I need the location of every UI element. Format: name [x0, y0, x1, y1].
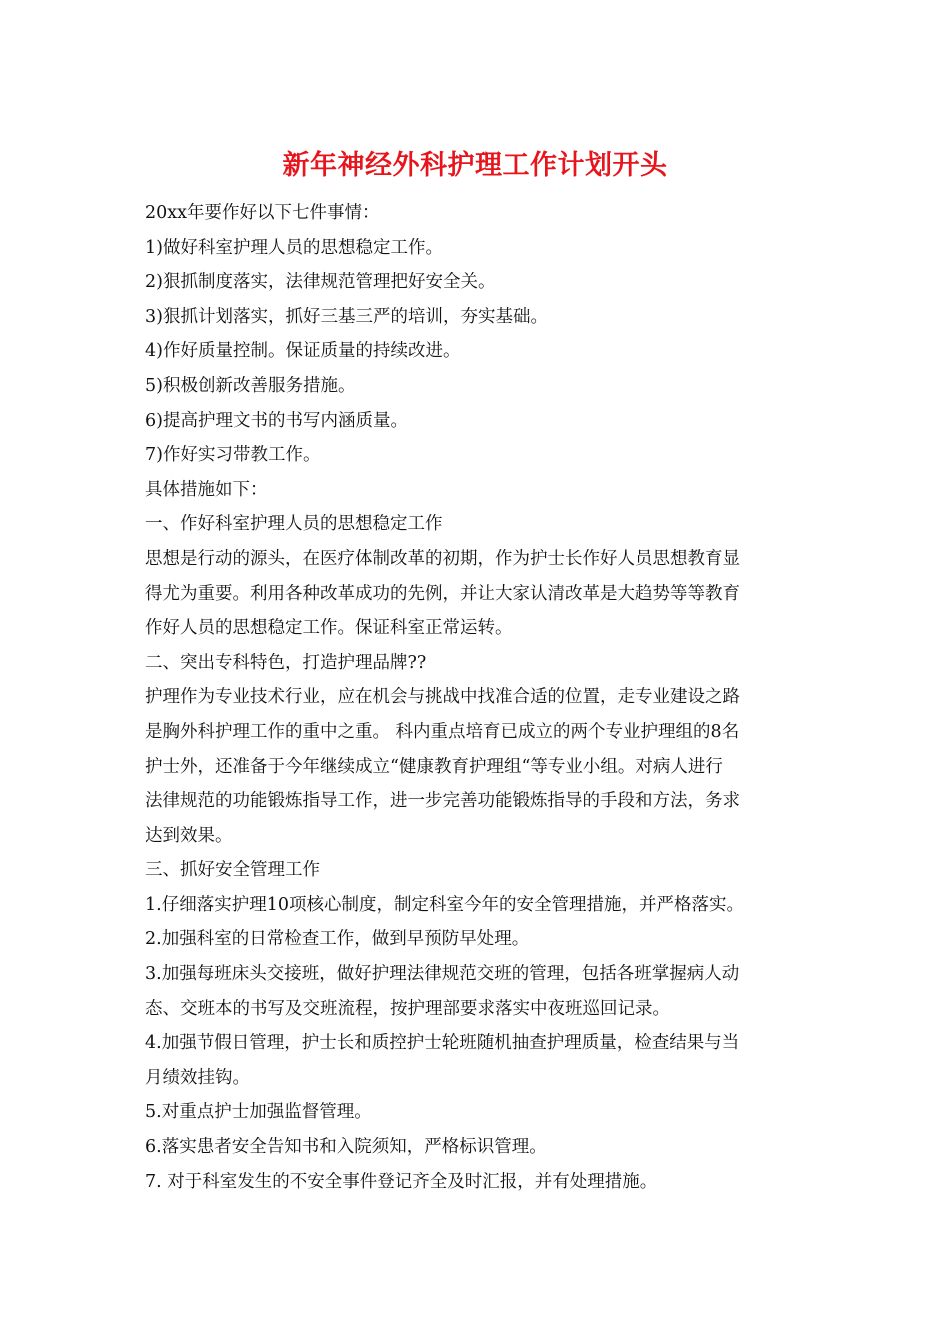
text-line: 1)做好科室护理人员的思想稳定工作。: [145, 237, 443, 258]
text-line: 2.加强科室的日常检查工作，做到早预防早处理。: [145, 929, 530, 950]
text-line: 2)狠抓制度落实，法律规范管理把好安全关。: [145, 272, 496, 293]
text-line: 3.加强每班床头交接班，做好护理法律规范交班的管理，包括各班掌握病人动: [145, 964, 740, 985]
text-line: 法律规范的功能锻炼指导工作，进一步完善功能锻炼指导的手段和方法，务求: [145, 791, 740, 812]
text-line: 4)作好质量控制。保证质量的持续改进。: [145, 341, 461, 362]
text-line: 1.仔细落实护理10项核心制度，制定科室今年的安全管理措施，并严格落实。: [145, 894, 744, 915]
text-line: 达到效果。: [145, 825, 233, 846]
text-line: 思想是行动的源头，在医疗体制改革的初期，作为护士长作好人员思想教育显: [145, 548, 740, 569]
text-line: 7. 对于科室发生的不安全事件登记齐全及时汇报，并有处理措施。: [145, 1171, 658, 1192]
section-heading: 二、突出专科特色，打造护理品牌??: [145, 652, 427, 673]
section-heading: 一、作好科室护理人员的思想稳定工作: [145, 514, 443, 535]
text-line: 7)作好实习带教工作。: [145, 445, 321, 466]
text-line: 5)积极创新改善服务措施。: [145, 375, 356, 396]
text-line: 护理作为专业技术行业，应在机会与挑战中找准合适的位置，走专业建设之路: [145, 687, 740, 708]
document-body: [145, 196, 810, 1199]
text-line: 4.加强节假日管理，护士长和质控护士轮班随机抽查护理质量，检查结果与当: [145, 1033, 740, 1054]
text-line: 是胸外科护理工作的重中之重。 科内重点培育已成立的两个专业护理组的8名: [145, 721, 740, 742]
section-heading: 三、抓好安全管理工作: [145, 860, 320, 881]
document-title: 新年神经外科护理工作计划开头: [282, 150, 668, 181]
text-line: 20xx年要作好以下七件事情：: [145, 203, 380, 223]
text-line: 作好人员的思想稳定工作。保证科室正常运转。: [145, 618, 513, 639]
text-line: 6.落实患者安全告知书和入院须知，严格标识管理。: [145, 1137, 547, 1158]
text-line: 5.对重点护士加强监督管理。: [145, 1102, 372, 1123]
text-line: 态、交班本的书写及交班流程，按护理部要求落实中夜班巡回记录。: [145, 998, 670, 1019]
text-line: 得尤为重要。利用各种改革成功的先例，并让大家认清改革是大趋势等等教育: [145, 583, 740, 604]
text-line: 6)提高护理文书的书写内涵质量。: [145, 410, 408, 431]
text-line: 月绩效挂钩。: [145, 1067, 250, 1088]
text-line: 具体措施如下：: [145, 479, 268, 500]
text-line: 护士外，还准备于今年继续成立“健康教育护理组“等专业小组。对病人进行: [145, 756, 723, 777]
text-line: 3)狠抓计划落实，抓好三基三严的培训，夯实基础。: [145, 306, 548, 327]
